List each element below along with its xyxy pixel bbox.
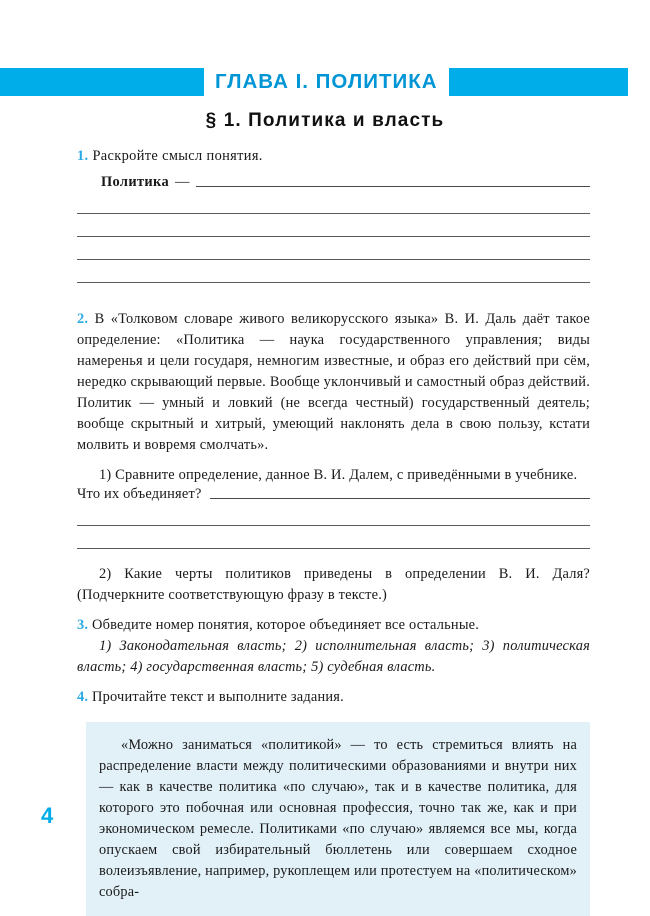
section-heading: § 1. Политика и власть: [205, 110, 445, 131]
answer-rule-line[interactable]: [77, 524, 590, 526]
task-2-subitem-1-answer-row: [77, 486, 590, 503]
task-3-number: 3.: [77, 617, 89, 634]
task-1: [77, 146, 590, 167]
page-content: [77, 146, 590, 916]
task-2: [77, 309, 590, 456]
task-2-subitem-1-tail: Что их объединяет?: [77, 486, 202, 503]
task-4: [77, 687, 590, 708]
task-1-number: 1.: [77, 148, 89, 164]
task-4-number: 4.: [77, 689, 89, 706]
task-1-prompt: Раскройте смысл понятия.: [92, 148, 263, 164]
task-3-prompt: Обведите номер понятия, которое объединяет все остальные.: [92, 617, 480, 634]
task-1-term-row: [77, 174, 590, 191]
page-number: 4: [41, 803, 54, 828]
chapter-band-left-bar: [0, 68, 204, 96]
answer-rule-line[interactable]: [77, 281, 590, 283]
answer-rule-line[interactable]: [77, 547, 590, 549]
quote-box: [86, 722, 590, 916]
task-2-body: В «Толковом словаре живого великорусского языка» В. И. Даль даёт такое определение: «Политика — наука государственного управления; виды намеренья и цели государя, немногим известные, и образ его действий при сём, нередко скрывающий первые. Вообще уклончивый и самостный образ действий. Политик — умный и ловкий (не всегда честный) государственный деятель; вообще скрытный и хитрый, умеющий наклонять дела в свою пользу, кстати молвить и вовремя смолчать».: [77, 310, 590, 454]
quote-text: «Можно заниматься «политикой» — то есть стремиться влиять на распределение власти между политическими образованиями и внутри них — как в качестве политика «по случаю», так и в качестве политика, для которого это побочная или основная профессия, точно так же, как и при экономическом ремесле. Политиками «по случаю» являемся все мы, когда опускаем свой избирательный бюллетень или совершаем сходное волеизъявление, например, рукоплещем или протестуем на «политическом» собра-: [99, 737, 577, 901]
task-4-prompt: Прочитайте текст и выполните задания.: [92, 689, 344, 706]
answer-rule-line[interactable]: [196, 185, 590, 187]
task-2-subitem-1-text: 1) Сравните определение, данное В. И. Далем, с приведёнными в учебнике.: [99, 467, 578, 484]
chapter-header-band: [0, 68, 650, 96]
task-2-subitem-2: [77, 564, 590, 606]
chapter-title: ГЛАВА I. ПОЛИТИКА: [215, 70, 438, 93]
task-1-term-dash: —: [175, 173, 190, 190]
chapter-band-right-bar: [449, 68, 628, 96]
answer-rule-line[interactable]: [77, 235, 590, 237]
answer-rule-line[interactable]: [77, 212, 590, 214]
task-2-subitem-2-text: 2) Какие черты политиков приведены в определении В. И. Даля? (Подчеркните соответствующую фразу в тексте.): [77, 566, 590, 604]
task-2-subitem-1: [77, 465, 590, 486]
answer-rule-line[interactable]: [210, 497, 590, 499]
task-2-number: 2.: [77, 310, 89, 327]
task-3-options[interactable]: 1) Законодательная власть; 2) исполнительная власть; 3) политическая власть; 4) государственная власть; 5) судебная власть.: [77, 638, 590, 676]
answer-rule-line[interactable]: [77, 258, 590, 260]
task-1-term-label: Политика: [101, 173, 169, 190]
task-3: [77, 615, 590, 636]
